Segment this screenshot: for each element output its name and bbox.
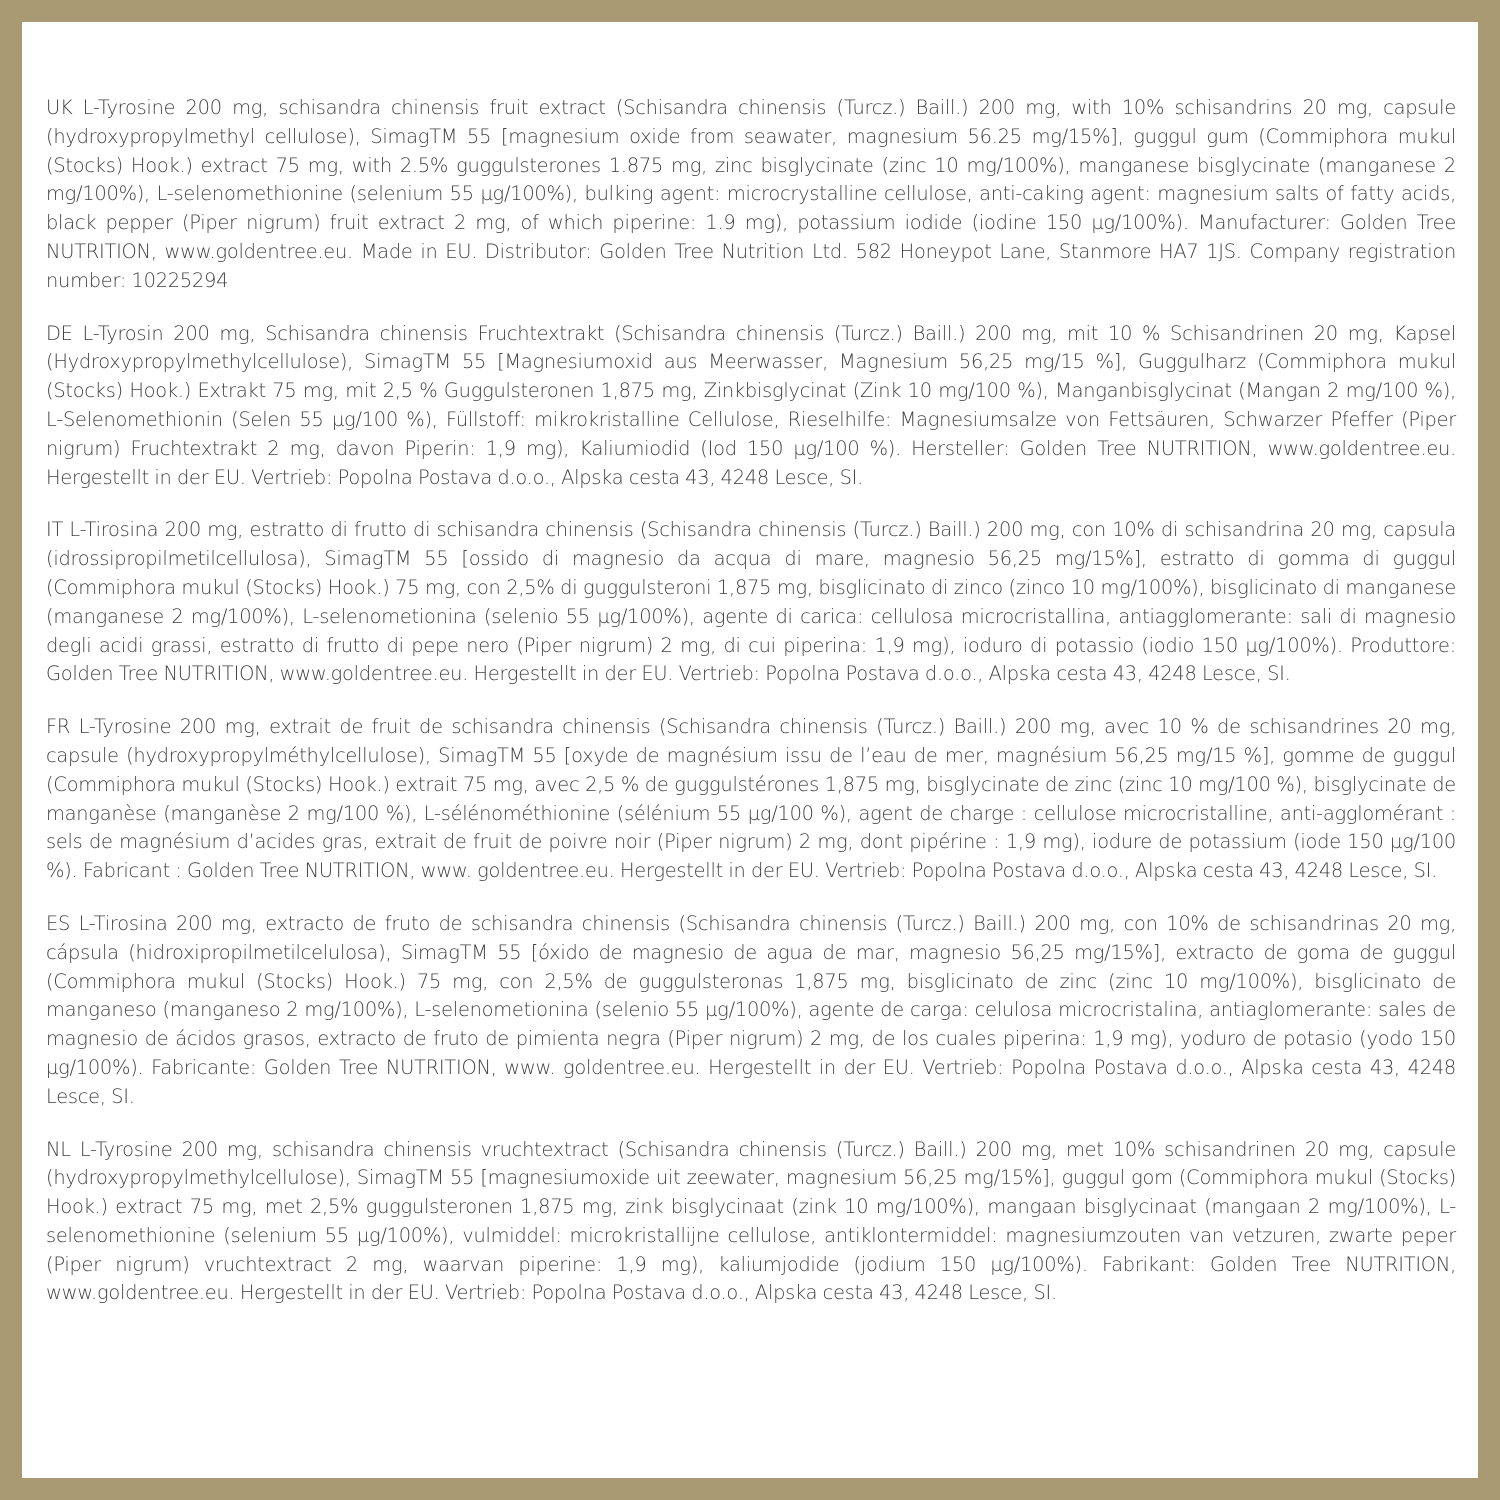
ingredients-paragraph-uk: UK L-Tyrosine 200 mg, schisandra chinensis fruit extract (Schisandra chinensis (Turcz.) Baill.) 200 mg, with 10% schisandrins 20 mg, capsule (hydroxypropylmethyl cellulose), SimagTM 55 [magnesium oxide from seawater, magnesium 56.25 mg/15%], guggul gum (Commiphora mukul (Stocks) Hook.) extract 75 mg, with 2.5% guggulsterones 1.875 mg, zinc bisglycinate (zinc 10 mg/100%), manganese bisglycinate (manganese 2 mg/100%), L-selenomethionine (selenium 55 µg/100%), bulking agent: microcrystalline cellulose, anti-caking agent: magnesium salts of fatty acids, black pepper (Piper nigrum) fruit extract 2 mg, of which piperine: 1.9 mg), potassium iodide (iodine 150 µg/100%). Manufacturer: Golden Tree NUTRITION, www.goldentree.eu. Made in EU. Distributor: Golden Tree Nutrition Ltd. 582 Honeypot Lane, Stanmore HA7 1JS. Company registration number: 10225294 [46,96,1456,292]
ingredients-paragraph-it: IT L-Tirosina 200 mg, estratto di frutto di schisandra chinensis (Schisandra chinensis (Turcz.) Baill.) 200 mg, con 10% di schisandrina 20 mg, capsula (idrossipropilmetilcellulosa), SimagTM 55 [ossido di magnesio da acqua di mare, magnesio 56,25 mg/15%], estratto di gomma di guggul (Commiphora mukul (Stocks) Hook.) 75 mg, con 2,5% di guggulsteroni 1,875 mg, bisglicinato di zinco (zinco 10 mg/100%), bisglicinato di manganese (manganese 2 mg/100%), L-selenometionina (selenio 55 µg/100%), agente di carica: cellulosa microcristallina, antiagglomerante: sali di magnesio degli acidi grassi, estratto di frutto di pepe nero (Piper nigrum) 2 mg, di cui piperina: 1,9 mg), ioduro di potassio (iodio 150 µg/100%). Produttore: Golden Tree NUTRITION, www.goldentree.eu. Hergestellt in der EU. Vertrieb: Popolna Postava d.o.o., Alpska cesta 43, 4248 Lesce, SI. [46,518,1456,686]
ingredients-paragraph-de: DE L-Tyrosin 200 mg, Schisandra chinensis Fruchtextrakt (Schisandra chinensis (Turcz.) Baill.) 200 mg, mit 10 % Schisandrinen 20 mg, Kapsel (Hydroxypropylmethylcellulose), SimagTM 55 [Magnesiumoxid aus Meerwasser, Magnesium 56,25 mg/15 %], Guggulharz (Commiphora mukul (Stocks) Hook.) Extrakt 75 mg, mit 2,5 % Guggulsteronen 1,875 mg, Zinkbisglycinat (Zink 10 mg/100 %), Manganbisglycinat (Mangan 2 mg/100 %), L-Selenomethionin (Selen 55 µg/100 %), Füllstoff: mikrokristalline Cellulose, Rieselhilfe: Magnesiumsalze von Fettsäuren, Schwarzer Pfeffer (Piper nigrum) Fruchtextrakt 2 mg, davon Piperin: 1,9 mg), Kaliumiodid (Iod 150 µg/100 %). Hersteller: Golden Tree NUTRITION, www.goldentree.eu. Hergestellt in der EU. Vertrieb: Popolna Postava d.o.o., Alpska cesta 43, 4248 Lesce, SI. [46,321,1456,489]
label-panel [22,22,1478,1478]
ingredients-paragraph-nl: NL L-Tyrosine 200 mg, schisandra chinensis vruchtextract (Schisandra chinensis (Turcz.) Baill.) 200 mg, met 10% schisandrinen 20 mg, capsule (hydroxypropylmethylcellulose), SimagTM 55 [magnesiumoxide uit zeewater, magnesium 56,25 mg/15%], guggul gom (Commiphora mukul (Stocks) Hook.) extract 75 mg, met 2,5% guggulsteronen 1,875 mg, zink bisglycinaat (zink 10 mg/100%), mangaan bisglycinaat (mangaan 2 mg/100%), L-selenomethionine (selenium 55 µg/100%), vulmiddel: microkristallijne cellulose, antiklontermiddel: magnesiumzouten van vetzuren, zwarte peper (Piper nigrum) vruchtextract 2 mg, waarvan piperine: 1,9 mg), kaliumjodide (jodium 150 µg/100%). Fabrikant: Golden Tree NUTRITION, www.goldentree.eu. Hergestellt in der EU. Vertrieb: Popolna Postava d.o.o., Alpska cesta 43, 4248 Lesce, SI. [46,1137,1456,1305]
ingredients-text-block [46,94,1456,1308]
ingredients-paragraph-fr: FR L-Tyrosine 200 mg, extrait de fruit de schisandra chinensis (Schisandra chinensis (Turcz.) Baill.) 200 mg, avec 10 % de schisandrines 20 mg, capsule (hydroxypropylméthylcellulose), SimagTM 55 [oxyde de magnésium issu de l’eau de mer, magnésium 56,25 mg/15 %], gomme de guggul (Commiphora mukul (Stocks) Hook.) extrait 75 mg, avec 2,5 % de guggulstérones 1,875 mg, bisglycinate de zinc (zinc 10 mg/100 %), bisglycinate de manganèse (manganèse 2 mg/100 %), L-sélénométhionine (sélénium 55 µg/100 %), agent de charge : cellulose microcristalline, anti-agglomérant : sels de magnésium d’acides gras, extrait de fruit de poivre noir (Piper nigrum) 2 mg, dont pipérine : 1,9 mg), iodure de potassium (iode 150 µg/100 %). Fabricant : Golden Tree NUTRITION, www. goldentree.eu. Hergestellt in der EU. Vertrieb: Popolna Postava d.o.o., Alpska cesta 43, 4248 Lesce, SI. [46,715,1456,883]
ingredients-paragraph-es: ES L-Tirosina 200 mg, extracto de fruto de schisandra chinensis (Schisandra chinensis (Turcz.) Baill.) 200 mg, con 10% de schisandrinas 20 mg, cápsula (hidroxipropilmetilcelulosa), SimagTM 55 [óxido de magnesio de agua de mar, magnesio 56,25 mg/15%], extracto de goma de guggul (Commiphora mukul (Stocks) Hook.) 75 mg, con 2,5% de guggulsteronas 1,875 mg, bisglicinato de zinc (zinc 10 mg/100%), bisglicinato de manganeso (manganeso 2 mg/100%), L-selenometionina (selenio 55 µg/100%), agente de carga: celulosa microcristalina, antiaglomerante: sales de magnesio de ácidos grasos, extracto de fruto de pimienta negra (Piper nigrum) 2 mg, de los cuales piperina: 1,9 mg), yoduro de potasio (yodo 150 µg/100%). Fabricante: Golden Tree NUTRITION, www. goldentree.eu. Hergestellt in der EU. Vertrieb: Popolna Postava d.o.o., Alpska cesta 43, 4248 Lesce, SI. [46,911,1456,1108]
